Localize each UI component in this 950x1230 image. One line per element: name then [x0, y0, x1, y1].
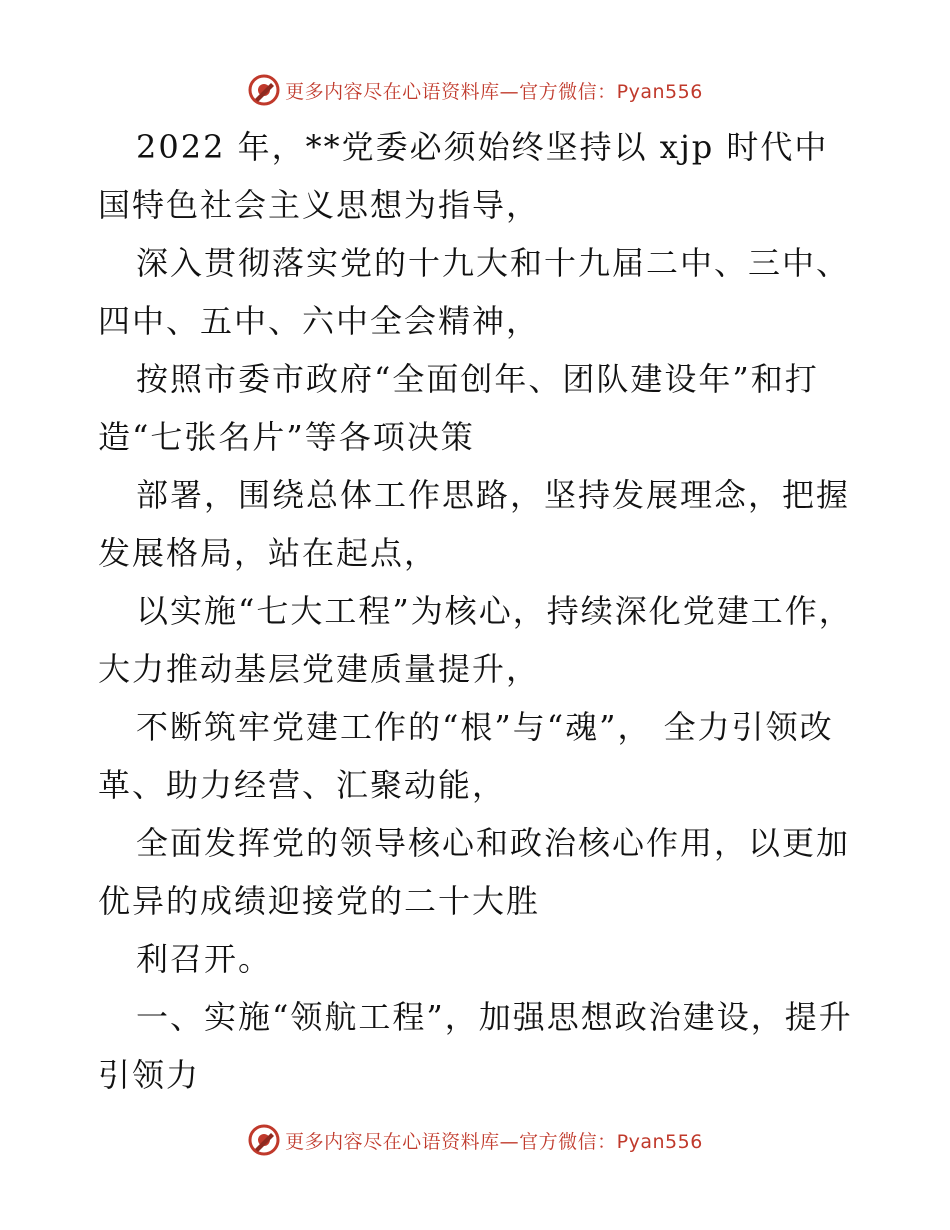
pen-logo-icon — [247, 73, 281, 107]
watermark-text: 更多内容尽在心语资料库—官方微信：Pyan556 — [285, 1130, 703, 1153]
pen-logo-icon — [247, 1123, 281, 1157]
paragraph: 部署，围绕总体工作思路，坚持发展理念，把握发展格局，站在起点， — [98, 476, 851, 572]
paragraph: 利召开。 — [136, 940, 273, 978]
document-body — [98, 118, 858, 1104]
paragraph: 深入贯彻落实党的十九大和十九届二中、三中、四中、五中、六中全会精神， — [98, 244, 851, 340]
paragraph: 不断筑牢党建工作的“根”与“魂”， 全力引领改革、助力经营、汇聚动能， — [98, 708, 834, 804]
paragraph: 2022 年，**党委必须始终坚持以 xjp 时代中国特色社会主义思想为指导， — [98, 128, 829, 224]
paragraph: 按照市委市政府“全面创年、团队建设年”和打造“七张名片”等各项决策 — [98, 360, 819, 456]
paragraph: 以实施“七大工程”为核心，持续深化党建工作，大力推动基层党建质量提升， — [98, 592, 853, 688]
watermark-text: 更多内容尽在心语资料库—官方微信：Pyan556 — [285, 80, 703, 103]
paragraph: 全面发挥党的领导核心和政治核心作用，以更加优异的成绩迎接党的二十大胜 — [98, 824, 851, 920]
watermark-header — [0, 70, 950, 110]
watermark-footer — [0, 1120, 950, 1160]
section-heading: 一、实施“领航工程”，加强思想政治建设，提升引领力 — [98, 998, 853, 1094]
